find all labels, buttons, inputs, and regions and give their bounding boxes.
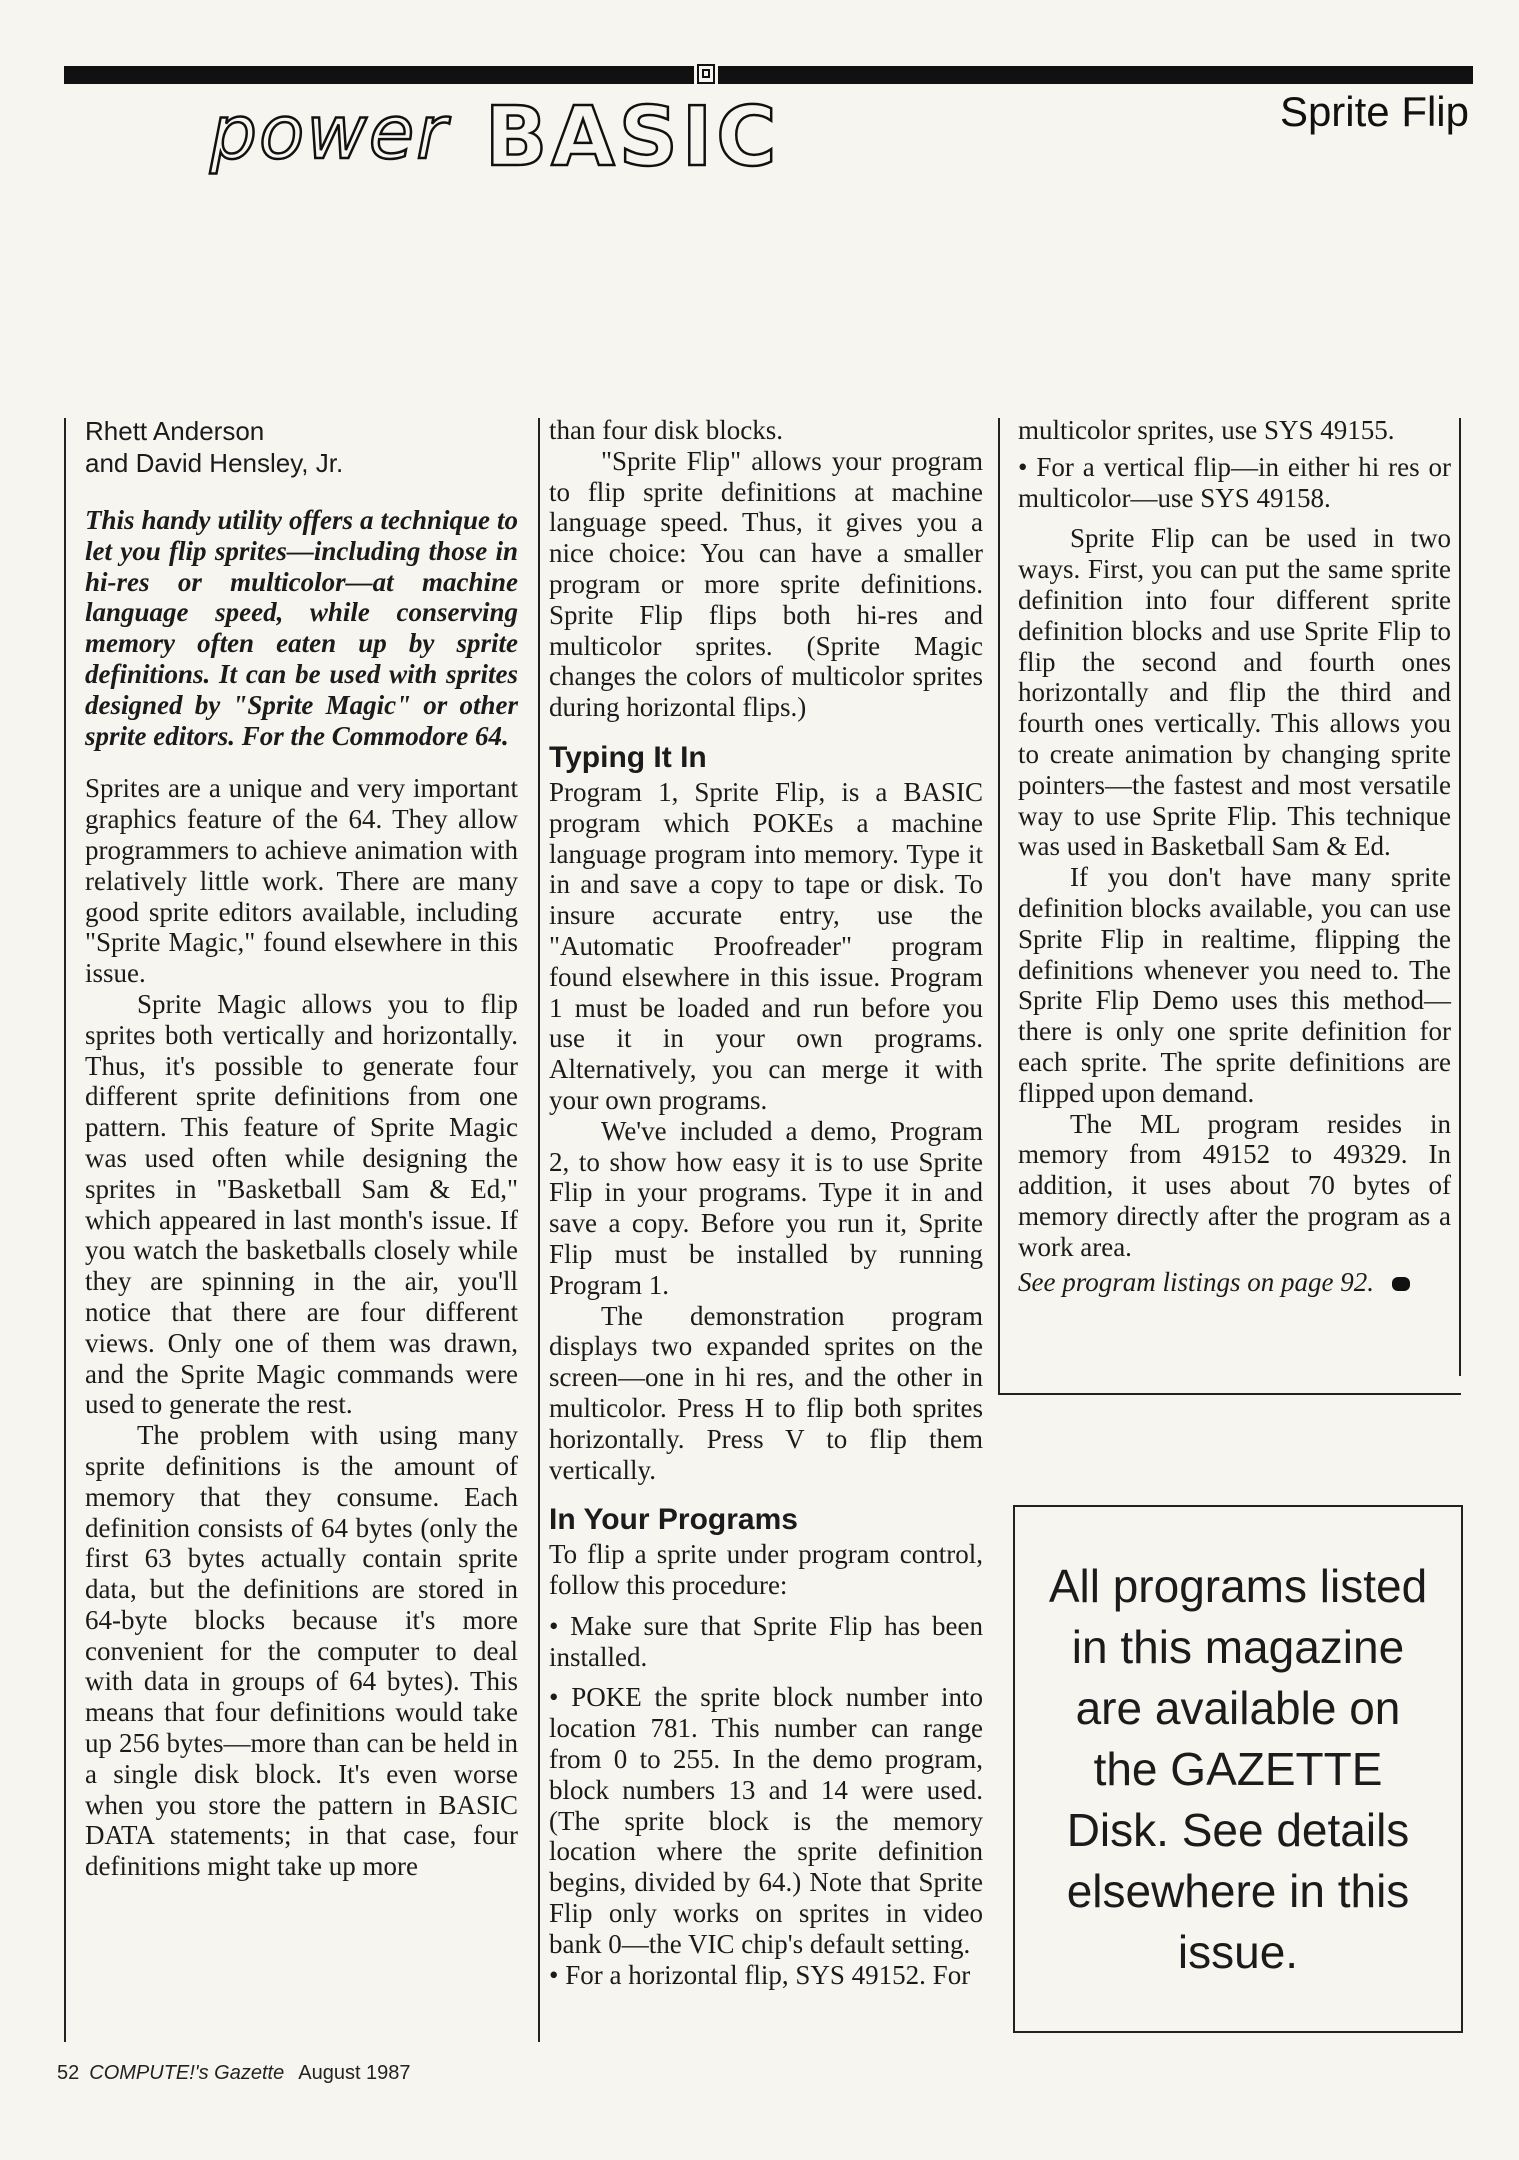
paragraph: The problem with using many sprite definitions is the amount of memory that they consume. Each definition consists of 64 bytes (only the first 63 bytes actually contain sprite data, but the definitions are stored in 64-byte blocks because it's more convenient for the computer to deal with data in groups of 64 bytes). This means that four definitions would take up 256 bytes—more than can be held in a single disk block. It's even worse when you store the pattern in BASIC DATA statements; in that case, four definitions might take up more: [85, 1420, 518, 1882]
header-rule-ornament: [697, 64, 715, 84]
bullet-item: • For a vertical flip—in either hi res or multicolor—use SYS 49158.: [1018, 451, 1451, 513]
paragraph: Sprite Flip can be used in two ways. First, you can put the same sprite definition into four different sprite definition blocks and use Sprite Flip to flip the second and fourth ones horizontally and flip the third and fourth ones vertically. This allows you to create animation by changing sprite pointers—the fastest and most versatile way to use Sprite Flip. This technique was used in Basketball Sam & Ed.: [1018, 523, 1451, 862]
header-rule-right: [718, 66, 1473, 84]
logo-basic-text: BASIC: [484, 90, 781, 185]
bullet-item: • For a horizontal flip, SYS 49152. For: [549, 1959, 971, 1990]
byline: [85, 415, 518, 479]
paragraph: Sprites are a unique and very important graphics feature of the 64. They allow programmers to achieve animation with relatively little work. There are many good sprite editors available, including "Sprite Magic," found elsewhere in this issue.: [85, 773, 518, 989]
bullet-item: • POKE the sprite block number into location 781. This number can range from 0 to 255. In the demo program, block numbers 13 and 14 were used. (The sprite block is the memory location where the sprite definition begins, divided by 64.) Note that Sprite Flip only works on sprites in video bank 0—the VIC chip's default setting.: [549, 1682, 983, 1959]
paragraph: The demonstration program displays two expanded sprites on the screen—one in hi res, and the other in multicolor. Press H to flip both sprites horizontally. Press V to flip them vertically.: [549, 1300, 983, 1485]
bullet-item: • Make sure that Sprite Flip has been installed.: [549, 1610, 983, 1672]
magazine-name: COMPUTE!'s Gazette: [89, 2062, 285, 2084]
paragraph: Program 1, Sprite Flip, is a BASIC program which POKEs a machine language program into memory. Type it in and save a copy to tape or disk. To insure accurate entry, use the "Automatic Proofreader" program found elsewhere in this issue. Program 1 must be loaded and run before you use it in your own programs. Alternatively, you can merge it with your own programs.: [549, 776, 983, 1115]
author-line-2: and David Hensley, Jr.: [85, 448, 344, 478]
column-end-rule: [998, 1393, 1461, 1395]
column-rule-far-right: [1459, 418, 1461, 1376]
page-number: 52: [57, 2062, 80, 2084]
power-basic-logo: [210, 90, 781, 185]
column-rule-middle: [538, 418, 540, 2042]
paragraph: "Sprite Flip" allows your program to flip sprite definitions at machine language speed. Thus, it gives you a nice choice: You can have a smaller program or more sprite definitions. Sprite Flip flips both hi-res and multicolor sprites. (Sprite Magic changes the colors of multicolor sprites during horizontal flips.): [549, 445, 983, 723]
gazette-disk-notice: [1013, 1505, 1463, 2033]
paragraph-continued: than four disk blocks.: [549, 415, 783, 445]
column-rule-left: [64, 418, 66, 2042]
heading-typing-it-in: Typing It In: [549, 740, 707, 774]
see-listings-text: See program listings on page 92.: [1018, 1266, 1374, 1297]
issue-date: August 1987: [298, 2062, 411, 2084]
paragraph: If you don't have many sprite definition blocks available, you can use Sprite Flip in realtime, flipping the definitions whenever you need to. The Sprite Flip Demo uses this method—there is only one sprite definition for each sprite. The sprite definitions are flipped upon demand.: [1018, 862, 1451, 1108]
paragraph: We've included a demo, Program 2, to show how easy it is to use Sprite Flip in your programs. Type it in and save a copy. Before you run it, Sprite Flip must be installed by running Program 1.: [549, 1115, 983, 1300]
logo-power-text: power: [210, 90, 449, 176]
see-listings-note: [1018, 1267, 1451, 1298]
header-rule-left: [64, 66, 694, 84]
page-footer: [57, 2062, 411, 2085]
author-line-1: Rhett Anderson: [85, 416, 265, 446]
article-column-2: [549, 415, 983, 1990]
paragraph: The ML program resides in memory from 49152 to 49329. In addition, it uses about 70 bytes of memory directly after the program as a work area.: [1018, 1108, 1451, 1262]
paragraph: Sprite Magic allows you to flip sprites both vertically and horizontally. Thus, it's possible to generate four different sprite definitions from one pattern. This feature of Sprite Magic was used often while designing the sprites in "Basketball Sam & Ed," which appeared in last month's issue. If you watch the basketballs closely while they are spinning in the air, you'll notice that there are four different views. Only one of them was drawn, and the Sprite Magic commands were used to generate the rest.: [85, 988, 518, 1420]
section-title: Sprite Flip: [1279, 88, 1469, 135]
notice-text: All programs listed in this magazine are available on the GAZETTE Disk. See details elsewhere in this issue.: [1048, 1559, 1428, 1978]
article-column-1: [85, 415, 518, 1882]
end-mark-icon: [1392, 1277, 1410, 1291]
paragraph-continued: multicolor sprites, use SYS 49155.: [1018, 415, 1395, 445]
heading-in-your-programs: In Your Programs: [549, 1503, 798, 1537]
article-column-3: [1018, 415, 1451, 1297]
article-intro: This handy utility offers a technique to let you flip sprites—including those in hi-res or multicolor—at machine language speed, while conserving memory often eaten up by sprite definitions. It can be used with sprites designed by "Sprite Magic" or other sprite editors. For the Commodore 64.: [85, 505, 518, 751]
paragraph: To flip a sprite under program control, follow this procedure:: [549, 1539, 983, 1601]
column-rule-right: [998, 418, 1000, 1393]
